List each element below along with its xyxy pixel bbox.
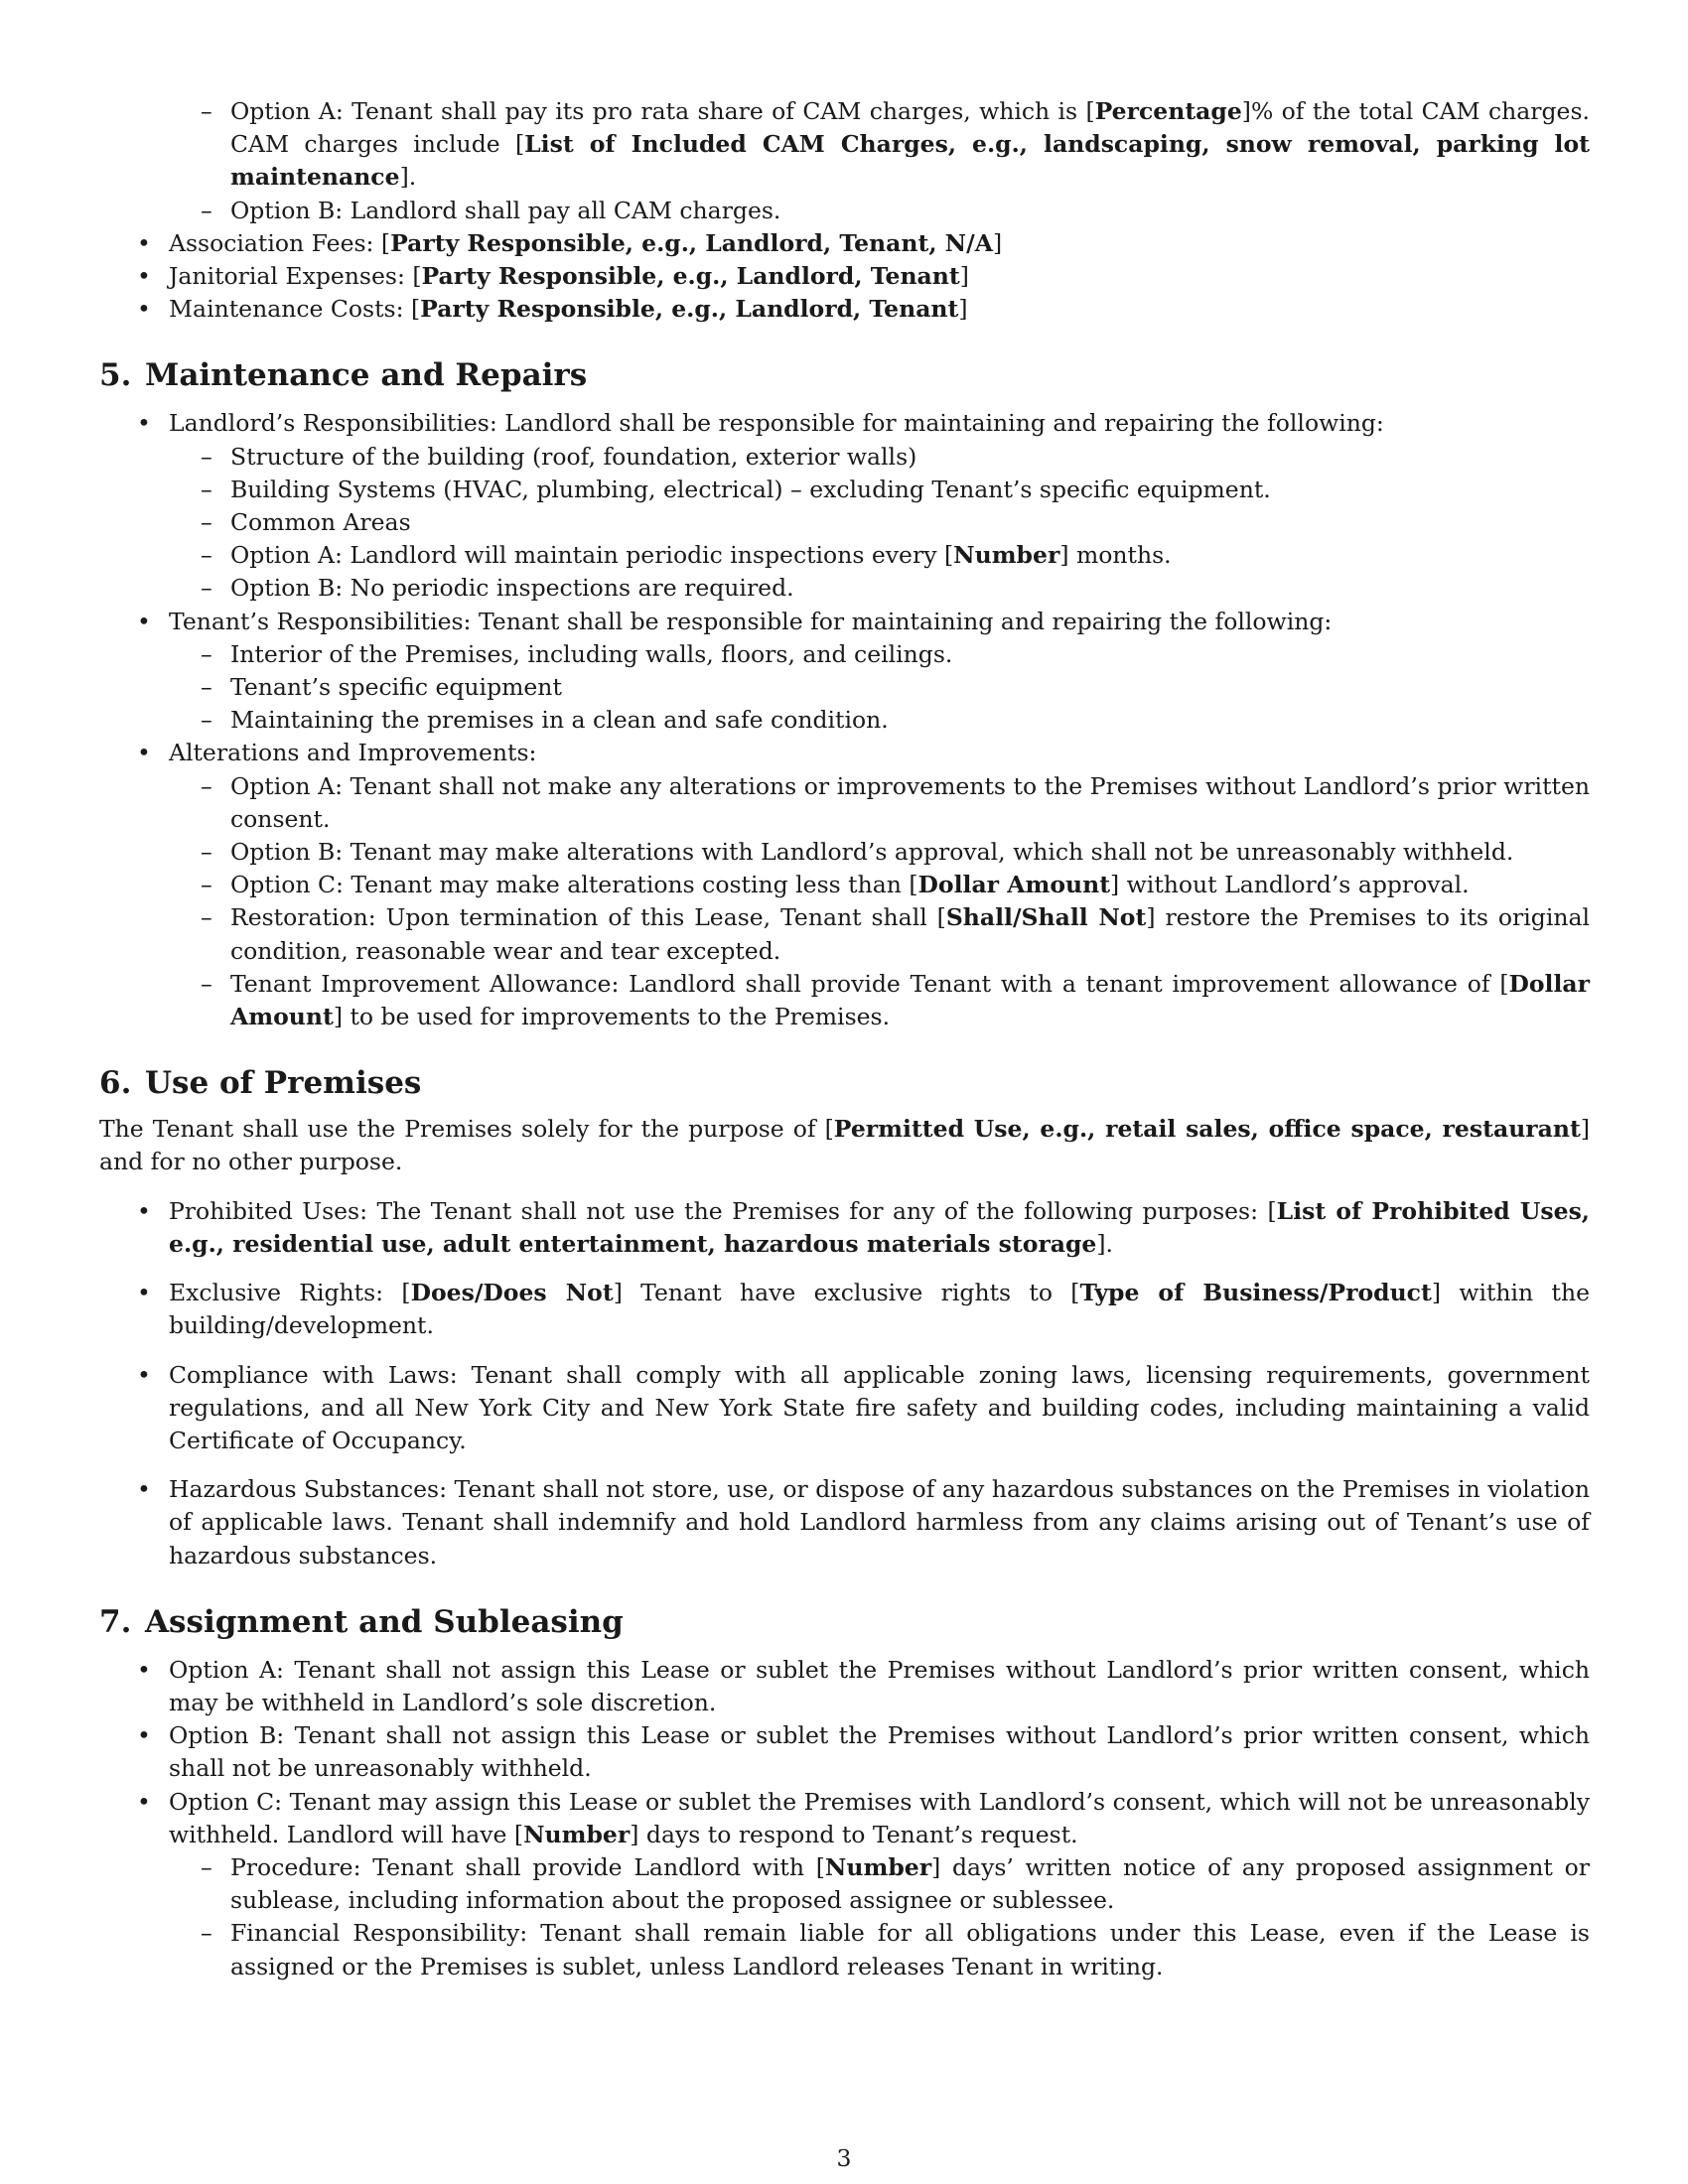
paragraph bbox=[99, 1113, 1590, 1178]
list-item bbox=[169, 1851, 1590, 1917]
item-text: Tenant Improvement Allowance: Landlord shall provide Tenant with a tenant improvement allowance of [ bbox=[230, 969, 1509, 998]
placeholder-field: Number bbox=[824, 1852, 932, 1881]
item-text: ] days’ written notice of any proposed assignment or sublease, including information about the proposed assignee or sublessee. bbox=[230, 1852, 1590, 1915]
maintenance-list bbox=[99, 407, 1590, 1033]
list-item bbox=[99, 227, 1590, 260]
placeholder-field: Number bbox=[523, 1820, 631, 1848]
placeholder-field: Party Responsible, e.g., Landlord, Tenant, N/A bbox=[390, 228, 993, 257]
sub-list bbox=[169, 770, 1590, 1034]
use-list bbox=[99, 1195, 1590, 1572]
list-item: – Financial Responsibility: Tenant shall remain liable for all obligations under this Lease, even if the Lease is assigned or the Premises is sublet, unless Landlord releases Tenant in writing. bbox=[169, 1917, 1590, 1982]
item-text: ] to be used for improvements to the Premises. bbox=[333, 1003, 891, 1031]
list-item: – Option B: Landlord shall pay all CAM charges. bbox=[230, 195, 1590, 227]
sub-list bbox=[169, 1851, 1590, 1983]
assignment-list bbox=[99, 1654, 1590, 1983]
cam-options-list bbox=[99, 95, 1590, 227]
item-text: ]. bbox=[1096, 1229, 1113, 1258]
list-item: – Option B: No periodic inspections are required. bbox=[169, 572, 1590, 605]
item-text: ] within the building/development. bbox=[169, 1279, 1590, 1340]
item-text: Alterations and Improvements: bbox=[169, 739, 537, 767]
placeholder-field: List of Prohibited Uses, e.g., residential use, adult entertainment, hazardous materials storage bbox=[169, 1196, 1590, 1258]
list-item: – Common Areas bbox=[169, 506, 1590, 539]
placeholder-field: Permitted Use, e.g., retail sales, office space, restaurant bbox=[833, 1115, 1581, 1144]
item-text: ]. bbox=[399, 163, 417, 192]
section-heading bbox=[99, 355, 1590, 395]
list-item bbox=[99, 260, 1590, 293]
item-text: Prohibited Uses: The Tenant shall not use the Premises for any of the following purposes: [ bbox=[169, 1196, 1277, 1225]
placeholder-field: Type of Business/Product bbox=[1079, 1279, 1432, 1307]
list-item bbox=[99, 606, 1590, 738]
page-number: 3 bbox=[836, 2144, 852, 2172]
placeholder-field: Dollar Amount bbox=[230, 969, 1590, 1031]
item-text: Maintenance Costs: [ bbox=[169, 295, 421, 324]
list-item bbox=[99, 1195, 1590, 1261]
item-text: ] Tenant have exclusive rights to [ bbox=[613, 1279, 1080, 1307]
item-text: ] bbox=[958, 295, 968, 324]
item-text: Restoration: Upon termination of this Lease, Tenant shall [ bbox=[230, 903, 946, 932]
list-item bbox=[99, 293, 1590, 326]
placeholder-field: Number bbox=[953, 541, 1060, 570]
list-item: – Option B: Tenant may make alterations with Landlord’s approval, which shall not be unreasonably withheld. bbox=[169, 836, 1590, 869]
list-item bbox=[169, 539, 1590, 572]
item-text: Option C: Tenant may make alterations costing less than [ bbox=[230, 871, 918, 899]
list-item bbox=[230, 95, 1590, 195]
item-text: Option A: Landlord will maintain periodic inspections every [ bbox=[230, 541, 954, 570]
item-text: ] and for no other purpose. bbox=[99, 1115, 1591, 1176]
item-text: ] restore the Premises to its original condition, reasonable wear and tear excepted. bbox=[230, 903, 1590, 965]
placeholder-field: Shall/Shall Not bbox=[945, 903, 1147, 932]
item-text: Association Fees: [ bbox=[169, 228, 391, 257]
placeholder-field: Dollar Amount bbox=[917, 871, 1111, 899]
placeholder-field: Party Responsible, e.g., Landlord, Tenant bbox=[420, 295, 959, 324]
sub-list bbox=[169, 638, 1590, 738]
sub-list bbox=[169, 441, 1590, 606]
list-item: • Hazardous Substances: Tenant shall not store, use, or dispose of any hazardous substances on the Premises in violation of applicable laws. Tenant shall indemnify and hold Landlord harmless from any claims arising out of Tenant’s use of hazardous substances. bbox=[99, 1473, 1590, 1572]
section-number: 5. bbox=[99, 357, 132, 394]
item-text: ] months. bbox=[1059, 541, 1172, 570]
section-number: 6. bbox=[99, 1065, 132, 1102]
list-item bbox=[99, 737, 1590, 1033]
item-text: Exclusive Rights: [ bbox=[169, 1279, 411, 1307]
item-text: ] without Landlord’s approval. bbox=[1110, 871, 1470, 899]
section-heading bbox=[99, 1063, 1590, 1103]
item-text: Janitorial Expenses: [ bbox=[169, 262, 422, 291]
section-heading bbox=[99, 1602, 1590, 1642]
list-item bbox=[169, 968, 1590, 1033]
list-item bbox=[99, 1277, 1590, 1342]
list-item bbox=[169, 901, 1590, 967]
list-item: • Option A: Tenant shall not assign this Lease or sublet the Premises without Landlord’s prior written consent, which may be withheld in Landlord’s sole discretion. bbox=[99, 1654, 1590, 1719]
list-item: • Compliance with Laws: Tenant shall comply with all applicable zoning laws, licensing requirements, government regulations, and all New York City and New York State fire safety and building codes, including maintaining a valid Certificate of Occupancy. bbox=[99, 1359, 1590, 1458]
list-item bbox=[99, 1786, 1590, 1983]
item-text: ] bbox=[992, 228, 1003, 257]
section-title: Assignment and Subleasing bbox=[145, 1603, 624, 1640]
list-item bbox=[169, 869, 1590, 901]
section-title: Maintenance and Repairs bbox=[145, 357, 588, 394]
list-item: – Interior of the Premises, including walls, floors, and ceilings. bbox=[169, 638, 1590, 671]
list-item: – Maintaining the premises in a clean and safe condition. bbox=[169, 704, 1590, 737]
document-page bbox=[99, 95, 1590, 1983]
item-text: Procedure: Tenant shall provide Landlord with [ bbox=[230, 1852, 825, 1881]
section-number: 7. bbox=[99, 1603, 132, 1640]
item-text: ]% of the total CAM charges. CAM charges include [ bbox=[230, 97, 1590, 159]
item-text: The Tenant shall use the Premises solely for the purpose of [ bbox=[99, 1115, 834, 1144]
list-item: • Option B: Tenant shall not assign this Lease or sublet the Premises without Landlord’s prior written consent, which shall not be unreasonably withheld. bbox=[99, 1719, 1590, 1785]
list-item: – Tenant’s specific equipment bbox=[169, 671, 1590, 704]
section-title: Use of Premises bbox=[145, 1065, 422, 1102]
item-text: Option A: Tenant shall pay its pro rata share of CAM charges, which is [ bbox=[230, 97, 1095, 125]
placeholder-field: Percentage bbox=[1094, 97, 1242, 125]
placeholder-field: Party Responsible, e.g., Landlord, Tenant bbox=[421, 262, 960, 291]
placeholder-field: Does/Does Not bbox=[410, 1279, 614, 1307]
list-item: – Option A: Tenant shall not make any alterations or improvements to the Premises without Landlord’s prior written consent. bbox=[169, 770, 1590, 836]
list-item bbox=[99, 407, 1590, 605]
list-item: – Building Systems (HVAC, plumbing, electrical) – excluding Tenant’s specific equipment. bbox=[169, 474, 1590, 506]
fees-list bbox=[99, 227, 1590, 327]
list-item: – Structure of the building (roof, foundation, exterior walls) bbox=[169, 441, 1590, 474]
item-text: Landlord’s Responsibilities: Landlord shall be responsible for maintaining and repairing the following: bbox=[169, 409, 1384, 438]
item-text: ] bbox=[959, 262, 969, 291]
item-text: Option C: Tenant may assign this Lease or sublet the Premises with Landlord’s consent, which will not be unreasonably withheld. Landlord will have [ bbox=[169, 1787, 1590, 1848]
item-text: Tenant’s Responsibilities: Tenant shall be responsible for maintaining and repairing the following: bbox=[169, 607, 1333, 635]
placeholder-field: List of Included CAM Charges, e.g., landscaping, snow removal, parking lot maintenance bbox=[230, 130, 1591, 192]
item-text: ] days to respond to Tenant’s request. bbox=[630, 1820, 1078, 1848]
